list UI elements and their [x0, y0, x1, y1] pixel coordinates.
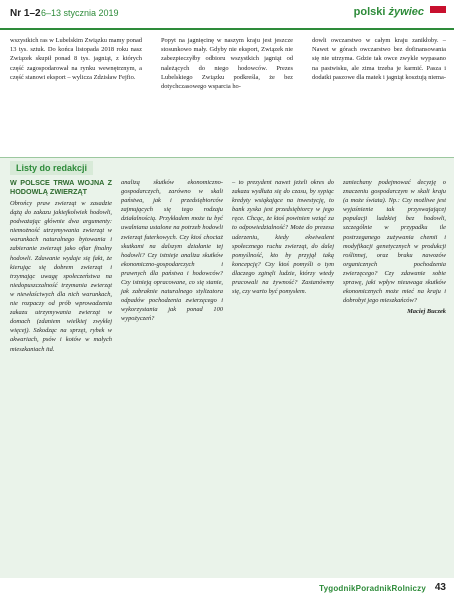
brand-polski: polski	[353, 6, 386, 18]
article-column-3: dowli owczarstwo w całym kraju zanikłoby. – Nawet w górach owczarstwo bez dofinansowania się nie utrzyma. Gdzie tak owce zwykle wypasano na pastwisku, ale zima trzeba je karmić. Pasza i dodatki paszowe dla matek i jagniąt kosztują niema-	[312, 37, 446, 81]
page-number: 43	[434, 582, 446, 593]
brand-zywiec: żywiec	[388, 6, 424, 18]
letter-text-1: Obrońcy praw zwierząt w zasadzie dążą do zakazu jakiejkolwiek hodowli, podważając głównie dwa argumenty: niemożność utrzymywania zwierząt w warunkach naturalnego bytowania i zabieranie zwierząt jako ofiar finalny hodowli. Zdawanie wydaje się fakt, że kierując się dobrem zwierząt i trzymając uwagę społeczeństwa na niedopuszczalność trzymania zwierząt w niewłaściwych dla nich warunkach, nie rozpaczy od prób wprowadzenia zakazu utrzymywania zwierząt w domach (zdaniem wielkiej zwykłej więcej). Szkodząc na sprzęt, rybek w akwariach, psów i kotów w małych mieszkaniach itd.	[10, 200, 112, 353]
letters-box-title: Listy do redakcji	[10, 161, 93, 175]
publication-name: TygodnikPoradnikRolniczy	[319, 584, 426, 593]
letters-box	[0, 157, 454, 578]
article-continuation	[10, 36, 446, 154]
article-column-2: Popyt na jagnięcinę w naszym kraju jest jeszcze stosunkowo mały. Gdyby nie eksport, Związek nie zabezpieczyłby odbioru wszystkich jagniąt od należących do niego hodowców. Prezes Lubelskiego Związku podkreśla, że bez dotychczasowego wsparcia ho-	[161, 37, 293, 91]
page-header	[0, 0, 454, 30]
page-footer	[0, 578, 454, 600]
letter-headline: W POLSCE TRWA WOJNA Z HODOWLĄ ZWIERZĄT	[10, 178, 112, 196]
flag-icon	[430, 6, 446, 20]
letter-text-4: zaniechany podejmować decyzję o znaczeniu gospodarczym w skali kraju (a może świata). Np.: Czy możliwe jest wyjaśnienie tak przyswajającej populacji ludzkiej bez hodowli, szczególnie w przypadku ile postrzeganego zużywania chemii i modyfikacji genetycznych w produkcji roślinnej, oraz braku nawozów organicznych pochodzenia zwierzęcego? Czy zdawanie sobie sprawę, jaki wpływ nieuwaga skutków ekonomicznych może mieć na kraju i dobrobyt jego mieszkańców?	[343, 179, 446, 305]
section-brand	[354, 6, 424, 18]
letter-text-2: analizą skutków ekonomiczno-gospodarczych, zarówno w skali państwa, jak i przedsiębiorców zajmujących się tego rodzaju działalnością. Przykładem może tu być uwalniana ustalone na potrzeb hodowli zwierząt futerkowych. Czy ktoś chociaż skutkami na dalszym działanie tej hodowli? Czy istnieje analiza skutków ekonomiczno-gospodarczych i prawnych dla państwa i hodowców? Czy istnieją opracowane, co się stanie, jak zabraknie naturalnego stylizatora odpadów pochodzenia zwierzęcego i wykorzystania jak ponad 100 wypożyczeń?	[121, 179, 223, 323]
letter-column-4	[343, 178, 446, 316]
letters-columns	[10, 178, 446, 574]
letter-column-1	[10, 178, 112, 354]
article-column-1: wszystkich ras w Lubelskim Związku mamy ponad 13 tys. sztuk. Do końca listopada 2018 roku nasz Związek skupił ponad 8 tys. jagniąt, z których część zagospodarował na rynku wewnętrznym, a część stanowi eksport – wylicza Zdzisław Fejfio.	[10, 37, 142, 81]
issue-date: 6–13 stycznia 2019	[41, 8, 119, 18]
issue-number: Nr 1–2	[10, 8, 41, 19]
letter-text-3: – to prezydent nawet jeżeli okres do zakazu wydłuża się do czasu, by sypiąc kredyty wsiąkające na inwestycję, to bank zyska jest przedsiębiorcy w jego ręce. Chcąc, że ktoś powinien wziąć za to odpowiedzialność? Może do prezesa uderzeniu, kiedy ekwiwalent społecznego ruchu zwierząt, do dalej pomyślność, kto by przyjął taką koncepcję? Czy ktoś pomyśli o tym dlaczego zginęli ludzie, którzy wtedy pracowali na żywność? Zastanówmy się, czy warto być pomysłem.	[232, 179, 334, 296]
letter-author: Maciej Buczek	[407, 308, 446, 316]
